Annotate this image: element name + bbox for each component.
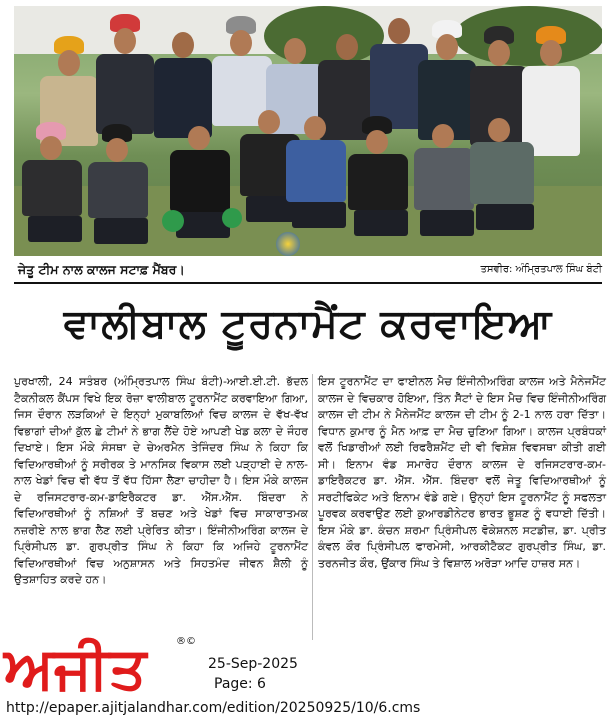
source-url[interactable]: http://epaper.ajitjalandhar.com/edition/20250925/10/6.cms [6,700,421,716]
column-divider [312,374,313,640]
ball [222,208,242,228]
photo-caption: ਜੇਤੂ ਟੀਮ ਨਾਲ ਕਾਲਜ ਸਟਾਫ਼ ਮੈਂਬਰ। [18,262,185,277]
article-column-1: ਪੁਰਖਾਲੀ, 24 ਸਤੰਬਰ (ਅੰਮ੍ਰਿਤਪਾਲ ਸਿੰਘ ਬੰਟੀ)-ਆਈ.ਈ.ਟੀ. ਭੱਦਲ ਟੈਕਨੀਕਲ ਕੈਂਪਸ ਵਿਖੇ ਇਕ ਰੋਜ਼ਾ ਵਾਲੀਬਾਲ ਟੂਰਨਾਮੈਂਟ ਕਰਵਾਇਆ ਗਿਆ, ਜਿਸ ਦੌਰਾਨ ਲੜਕਿਆਂ ਦੇ ਇਨ੍ਹਾਂ ਮੁਕਾਬਲਿਆਂ ਵਿਚ ਕਾਲਜ ਦੇ ਵੱਖ-ਵੱਖ ਵਿਭਾਗਾਂ ਦੀਆਂ ਕੁੱਲ ਛੇ ਟੀਮਾਂ ਨੇ ਭਾਗ ਲੈਂਦੇ ਹੋਏ ਆਪਣੀ ਖੇਡ ਕਲਾ ਦੇ ਜੌਹਰ ਦਿਖਾਏ। ਇਸ ਮੌਕੇ ਸੰਸਥਾ ਦੇ ਚੇਅਰਮੈਨ ਤੇਜਿੰਦਰ ਸਿੰਘ ਨੇ ਕਿਹਾ ਕਿ ਵਿਦਿਆਰਥੀਆਂ ਨੂੰ ਸਰੀਰਕ ਤੇ ਮਾਨਸਿਕ ਵਿਕਾਸ ਲਈ ਪੜ੍ਹਾਈ ਦੇ ਨਾਲ-ਨਾਲ ਖੇਡਾਂ ਵਿਚ ਵੀ ਵੱਧ ਤੋਂ ਵੱਧ ਹਿੱਸਾ ਲੈਣਾ ਚਾਹੀਦਾ ਹੈ। ਇਸ ਮੌਕੇ ਕਾਲਜ ਦੇ ਰਜਿਸਟਰਾਰ-ਕਮ-ਡਾਇਰੈਕਟਰ ਡਾ. ਐੱਸ.ਐੱਸ. ਬਿੰਦਰਾ ਨੇ ਵਿਦਿਆਰਥੀਆਂ ਨੂੰ ਨਸ਼ਿਆਂ ਤੋਂ ਬਚਣ ਅਤੇ ਖੇਡਾਂ ਵਿਚ ਸਾਕਾਰਾਤਮਕ ਨਜ਼ਰੀਏ ਨਾਲ ਭਾਗ ਲੈਣ ਲਈ ਪ੍ਰੇਰਿਤ ਕੀਤਾ। ਇੰਜੀਨੀਅਰਿੰਗ ਕਾਲਜ ਦੇ ਪ੍ਰਿੰਸੀਪਲ ਡਾ. ਗੁਰਪ੍ਰੀਤ ਸਿੰਘ ਨੇ ਕਿਹਾ ਕਿ ਅਜਿਹੇ ਟੂਰਨਾਮੈਂਟ ਵਿਦਿਆਰਥੀਆਂ ਵਿਚ ਅਨੁਸ਼ਾਸਨ ਅਤੇ ਸਿਹਤਮੰਦ ਜੀਵਨ ਸ਼ੈਲੀ ਨੂੰ ਉਤਸ਼ਾਹਿਤ ਕਰਦੇ ਹਨ। [14,375,308,586]
edition-date: 25-Sep-2025 [208,656,298,672]
newspaper-logo: ਅਜੀਤ [4,634,147,702]
divider [14,282,602,284]
page-number: Page: 6 [214,676,266,692]
ball [162,210,184,232]
photo-credit: ਤਸਵੀਰ: ਅੰਮ੍ਰਿਤਪਾਲ ਸਿੰਘ ਬੰਟੀ [480,264,602,275]
article-column-2: ਇਸ ਟੂਰਨਾਮੈਂਟ ਦਾ ਫਾਈਨਲ ਮੈਚ ਇੰਜੀਨੀਅਰਿੰਗ ਕਾਲਜ ਅਤੇ ਮੈਨੇਜਮੈਂਟ ਕਾਲਜ ਦੇ ਵਿਚਕਾਰ ਹੋਇਆ, ਤਿੰਨ ਸੈੱਟਾਂ ਦੇ ਇਸ ਮੈਚ ਵਿਚ ਇੰਜੀਨੀਅਰਿੰਗ ਕਾਲਜ ਦੀ ਟੀਮ ਨੇ ਮੈਨੇਜਮੈਂਟ ਕਾਲਜ ਦੀ ਟੀਮ ਨੂੰ 2-1 ਨਾਲ ਹਰਾ ਦਿੱਤਾ। ਵਿਧਾਨ ਕੁਮਾਰ ਨੂੰ ਮੈਨ ਆਫ਼ ਦਾ ਮੈਚ ਚੁਣਿਆ ਗਿਆ। ਕਾਲਜ ਪ੍ਰਬੰਧਕਾਂ ਵਲੋਂ ਖਿਡਾਰੀਆਂ ਲਈ ਰਿਫਰੈਸ਼ਮੈਂਟ ਦੀ ਵੀ ਵਿਸ਼ੇਸ਼ ਵਿਵਸਥਾ ਕੀਤੀ ਗਈ ਸੀ। ਇਨਾਮ ਵੰਡ ਸਮਾਰੋਹ ਦੌਰਾਨ ਕਾਲਜ ਦੇ ਰਜਿਸਟਰਾਰ-ਕਮ-ਡਾਇਰੈਕਟਰ ਡਾ. ਐੱਸ. ਐੱਸ. ਬਿੰਦਰਾ ਵਲੋਂ ਜੇਤੂ ਵਿਦਿਆਰਥੀਆਂ ਨੂੰ ਸਰਟੀਫਿਕੇਟ ਅਤੇ ਇਨਾਮ ਵੰਡੇ ਗਏ। ਉਨ੍ਹਾਂ ਇਸ ਟੂਰਨਾਮੈਂਟ ਨੂੰ ਸਫਲਤਾ ਪੂਰਵਕ ਕਰਵਾਉਣ ਲਈ ਕੁਆਰਡੀਨੇਟਰ ਭਾਰਤ ਭੂਸ਼ਣ ਨੂੰ ਵਧਾਈ ਦਿੱਤੀ। ਇਸ ਮੌਕੇ ਡਾ. ਕੰਚਨ ਸ਼ਰਮਾ ਪ੍ਰਿੰਸੀਪਲ ਵੋਕੇਸ਼ਨਲ ਸਟਡੀਜ਼, ਡਾ. ਪ੍ਰੀਤ ਕੰਵਲ ਕੌਰ ਪ੍ਰਿੰਸੀਪਲ ਫਾਰਮੇਸੀ, ਆਰਕੀਟੈਕਟ ਗੁਰਪ੍ਰੀਤ ਸਿੰਘ, ਡਾ. ਤਰਨਜੀਤ ਕੌਰ, ਉਂਕਾਰ ਸਿੰਘ ਤੇ ਵਿਸ਼ਾਲ ਅਰੋੜਾ ਆਦਿ ਹਾਜ਼ਰ ਸਨ। [318,375,606,570]
registered-mark: ®© [176,636,196,647]
headline: ਵਾਲੀਬਾਲ ਟੂਰਨਾਮੈਂਟ ਕਰਵਾਇਆ [63,301,553,347]
news-photo [14,6,602,256]
volleyball [276,232,300,256]
photo-tree [264,6,384,66]
photo-tree [454,6,602,66]
